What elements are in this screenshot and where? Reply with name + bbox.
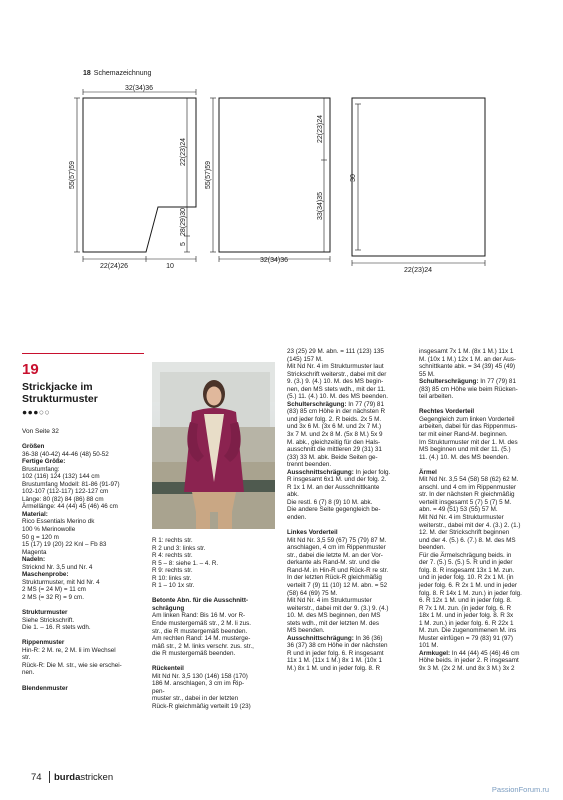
text-line: und in jeder folg. 10. R 2x 1 M. (in xyxy=(419,574,514,582)
text-line: Länge: 80 (82) 84 (86) 88 cm xyxy=(22,495,104,503)
text-line xyxy=(22,677,147,685)
text-line: Hin-R: 2 M. re, 2 M. li im Wechsel xyxy=(22,646,116,654)
text-line: Mit Nd Nr. 3,5 130 (146) 158 (170) xyxy=(152,672,248,680)
text-line xyxy=(419,401,547,409)
text-line: 9. (3.) 9. (4.) 10. M. des MS begin- xyxy=(287,378,384,386)
text-line: Betonte Abn. für die Ausschnitt- xyxy=(152,597,249,605)
text-line: schnittkante abk. = 34 (39) 45 (49) xyxy=(419,363,516,371)
text-line: 36-38 (40-42) 44-46 (48) 50-52 xyxy=(22,450,109,458)
page-number: 74 xyxy=(31,772,42,783)
text-line: 11x 1 M. (11x 1 M.) 8x 1 M. (10x 1 xyxy=(287,657,382,665)
text-line: und jeder folg. 2. R beids. 2x 5 M. xyxy=(287,415,382,423)
text-line: M. abk., gleichzeitig für den Hals- xyxy=(287,438,381,446)
svg-text:18Schemazeichnung xyxy=(83,70,151,77)
text-line: 101 M. xyxy=(419,642,439,650)
text-line: str., die R mustergemäß beenden. xyxy=(152,627,248,635)
watermark: PassionForum.ru xyxy=(491,785,549,794)
text-line: stets wdh., mit der letzten M. des xyxy=(287,619,380,627)
text-line: Magenta xyxy=(22,548,47,556)
text-line: Größen xyxy=(22,443,45,450)
text-line: Mit Nd Nr. 3,5 59 (67) 75 (79) 87 M. xyxy=(287,536,387,544)
text-line: Rechtes Vorderteil xyxy=(419,408,475,416)
text-line: insgesamt 7x 1 M. (8x 1 M.) 11x 1 xyxy=(419,348,514,355)
footer-divider xyxy=(49,771,50,783)
text-line: MS beginnen und mit der 11. (5.) xyxy=(419,446,511,454)
text-line: 23 (25) 29 M. abn. = 111 (123) 135 xyxy=(287,348,384,355)
text-line: Für die Ärmelschrägung beids. in xyxy=(419,551,512,559)
text-line: R 1 – 10 1x str. xyxy=(152,582,195,590)
back-edge: 10 xyxy=(166,263,174,270)
text-line: nen. xyxy=(22,669,35,677)
text-line: Gegengleich zum linken Vorderteil xyxy=(419,415,515,423)
text-line: 102 (116) 124 (132) 144 cm xyxy=(22,473,100,481)
text-line: Strukturmuster xyxy=(22,609,68,617)
front-side: 33(34)35 xyxy=(317,191,324,221)
text-line: 18x 1 M. und in jeder folg. 8. R 3x xyxy=(419,612,514,620)
text-line: (33) 33 M. abk. Beide Seiten ge- xyxy=(287,453,378,461)
text-line: R 7x 1 M. zun. (in jeder folg. 6. R xyxy=(419,604,512,612)
text-line: Linkes Vorderteil xyxy=(287,529,338,537)
text-line: pen- xyxy=(152,687,165,695)
text-line: Ärmel xyxy=(419,468,437,476)
text-line xyxy=(152,590,276,598)
back-side: 28(29)30 xyxy=(180,207,187,237)
text-line: ter mit einer Rand-M. beginnen. xyxy=(419,431,508,439)
text-line: Mit Nd Nr. 3,5 54 (58) 58 (62) 62 M. xyxy=(419,476,519,484)
text-line: enden. xyxy=(287,514,307,522)
text-line: R 5 – 8: siehe 1. – 4. R. xyxy=(152,559,219,567)
text-line: (83) 85 cm Höhe wie beim Rücken- xyxy=(419,385,518,393)
text-line: R 2 und 3: links str. xyxy=(152,544,206,552)
sleeve-length: 30 xyxy=(350,174,357,182)
text-line: arbeiten, dabei für das Rippenmus- xyxy=(419,423,518,431)
text-line: Rück-R gleichmäßig verteilt 19 (23) xyxy=(152,703,251,711)
front-armhole: 22(23)24 xyxy=(317,114,324,144)
text-line: und der 4. (5.) 6. (7.) 8. M. des MS xyxy=(419,536,516,544)
pattern-title: Strickjacke im Strukturmuster xyxy=(22,381,98,405)
text-line: Die 1. – 16. R stets wdh. xyxy=(22,624,91,632)
text-line: Ende mustergemäß str., 2 M. li zus. xyxy=(152,620,252,628)
front-piece-outline xyxy=(219,98,330,252)
text-line: Mit Nd Nr. 4 im Strukturmuster xyxy=(287,597,372,605)
text-line: Schulterschrägung: In 77 (79) 81 xyxy=(419,378,516,386)
text-line: 50 g = 120 m xyxy=(22,533,59,541)
text-line: trennt beenden. xyxy=(287,461,332,469)
text-line: abk. xyxy=(287,491,299,499)
back-top-width: 32(34)36 xyxy=(124,85,154,92)
sleeve-bottom-width: 22(23)24 xyxy=(403,267,433,274)
text-line: Am rechten Rand: 14 M. musterge- xyxy=(152,635,251,643)
column-back-front xyxy=(287,348,412,673)
model-photo xyxy=(152,362,275,529)
text-line xyxy=(22,601,147,609)
text-line: Rippenmuster xyxy=(22,639,65,647)
text-line: folg. 8. R insgesamt 13x 1 M. zun. xyxy=(419,566,515,574)
text-line: Muster einfügen = 79 (83) 91 (97) xyxy=(419,634,513,642)
text-line: R 1: rechts str. xyxy=(152,537,193,544)
text-line: MS beenden. xyxy=(287,627,325,635)
pattern-number: 19 xyxy=(22,361,39,378)
text-line: (145) 157 M. xyxy=(287,355,323,363)
text-line: 9x 3 M. (2x 2 M. und 8x 3 M.) 3x 2 xyxy=(419,664,515,672)
text-line: 102-107 (112-117) 122-127 cm xyxy=(22,488,109,496)
header-rule xyxy=(22,353,144,354)
text-line xyxy=(419,461,547,469)
text-line: nen, den MS stets wdh., mit der 11. xyxy=(287,385,386,393)
text-line: teil arbeiten. xyxy=(419,393,454,401)
text-line xyxy=(152,658,276,666)
back-height: 55(57)59 xyxy=(69,160,76,190)
text-line: Rückenteil xyxy=(152,665,184,673)
text-line: 3x 7 M. und 2x 8 M. (5x 8 M.) 5x 9 xyxy=(287,431,383,439)
text-line: 11. (4.) 10. M. des MS beenden. xyxy=(419,453,509,461)
text-line xyxy=(22,632,147,640)
text-line: Ausschnittschrägung: In jeder folg. xyxy=(287,468,391,476)
text-line: 10. M. des MS beginnen, den MS xyxy=(287,612,381,620)
text-line: Mit Nd Nr. 4 im Strukturmuster laut xyxy=(287,363,384,371)
schema-title: Schemazeichnung xyxy=(93,70,152,77)
text-line: 186 M. anschlagen, 3 cm im Rip- xyxy=(152,680,245,688)
text-line: weiterstr., dabei mit der 4. (3.) 2. (1.) xyxy=(419,521,521,529)
text-line: 36 (37) 38 cm Höhe in der nächsten xyxy=(287,642,388,650)
text-line: 2 MS (= 24 M) = 11 cm xyxy=(22,586,86,594)
text-line: Die andere Seite gegengleich be- xyxy=(287,506,381,514)
text-line: Brustumfang: xyxy=(22,465,60,473)
column-rows xyxy=(152,537,276,711)
text-line: Rico Essentials Merino dk xyxy=(22,518,95,526)
front-bottom-width: 32(34)36 xyxy=(259,257,289,264)
text-line: (58) 64 (69) 75 M. xyxy=(287,589,338,597)
text-line: Brustumfang Modell: 81-86 (91-97) xyxy=(22,480,120,488)
text-line: derkante als Rand-M. str. und die xyxy=(287,559,380,567)
text-line: str., dabei die letzte M. an der Vor- xyxy=(287,551,383,559)
text-line: Die restl. 6 (7) 8 (9) 10 M. abk. xyxy=(287,498,373,506)
text-line: Siehe Strickschrift. xyxy=(22,616,75,624)
text-line: jeder folg. 6. R 2x 1 M. und in jeder xyxy=(419,581,518,589)
text-line: anschl. und 4 cm im Rippenmuster xyxy=(419,483,516,491)
text-line: Nadeln: xyxy=(22,556,46,564)
text-line: der 7. (5.) 5. (5.) 5. R und in jeder xyxy=(419,559,513,567)
text-line: Material: xyxy=(22,510,48,518)
text-line: Rand-M. in Hin-R und Rück-R re str. xyxy=(287,566,389,574)
text-line: 15 (17) 19 (20) 22 Knl – Fb 83 xyxy=(22,541,107,549)
text-line: weiterstr., dabei mit der 9. (3.) 9. (4.) xyxy=(287,604,389,612)
text-line: und 3x 6 M. (3x 6 M. und 2x 7 M.) xyxy=(287,423,382,431)
text-line: Mit Nd Nr. 4 im Strukturmuster xyxy=(419,514,504,522)
text-line: M. (10x 1 M.) 12x 1 M. an der Aus- xyxy=(419,355,516,363)
schema-number: 18 xyxy=(83,70,91,77)
text-line: M.) 8x 1 M. und in jeder folg. 8. R xyxy=(287,664,381,672)
text-line: R 4: rechts str. xyxy=(152,552,193,560)
text-line: Blendenmuster xyxy=(22,684,68,692)
text-line: Maschenprobe: xyxy=(22,571,69,579)
back-bottom-width: 22(24)26 xyxy=(99,263,129,270)
text-line: 2 MS (= 32 R) = 9 cm. xyxy=(22,593,84,601)
from-page: Von Seite 32 xyxy=(22,428,59,435)
text-line: Strickschrift weiterstr., dabei mit der xyxy=(287,370,387,378)
text-line: (5.) 11. (4.) 10. M. des MS beenden. xyxy=(287,393,389,401)
text-line: R 9: rechts str. xyxy=(152,567,193,575)
text-line: M. zun. Die zugenommenen M. ins xyxy=(419,627,517,635)
text-line: abn. = 49 (51) 53 (55) 57 M. xyxy=(419,506,498,514)
difficulty-filled: ●●● xyxy=(22,407,39,417)
text-line: folg. 8. R 14x 1 M. zun.) in jeder folg. xyxy=(419,589,522,597)
difficulty-rating xyxy=(22,407,50,417)
text-line: ausschnitt die mittleren 29 (31) 31 xyxy=(287,446,382,454)
text-line: muster str., dabei in der letzten xyxy=(152,695,239,703)
text-line: 6. R 12x 1 M. und in jeder folg. 8. xyxy=(419,597,512,605)
text-line: str. xyxy=(22,654,31,662)
text-line: Schulterschrägung: In 77 (79) 81 xyxy=(287,400,384,408)
text-line: beenden. xyxy=(419,544,446,552)
text-line: Am linken Rand: Bis 16 M. vor R- xyxy=(152,612,246,620)
text-line: R 10: links str. xyxy=(152,574,192,582)
back-armhole: 22(23)24 xyxy=(180,137,187,167)
text-line: 55 M. xyxy=(419,370,435,378)
text-line: verteilt 7 (9) 11 (10) 12 M. abn. = 52 xyxy=(287,581,388,589)
text-line: Im Strukturmuster mit der 1. M. des xyxy=(419,438,518,446)
text-line: 1 M. zun.) in jeder folg. 6. R 22x 1 xyxy=(419,619,514,627)
text-line: Ausschnittschrägung: In 36 (36) xyxy=(287,634,383,642)
text-line: R 1x 1 M. an der Ausschnittkante xyxy=(287,483,380,491)
text-line: Höhe beids. in jeder 2. R insgesamt xyxy=(419,657,519,665)
text-line: (83) 85 cm Höhe in der nächsten R xyxy=(287,408,386,416)
text-line: Rück-R: Die M. str., wie sie erschei- xyxy=(22,661,122,669)
text-line: 100 % Merinowolle xyxy=(22,526,76,534)
column-materials xyxy=(22,443,147,692)
text-line: Strukturmuster, mit Nd Nr. 4 xyxy=(22,578,100,586)
text-line: verteilt insgesamt 5 (7) 5 (7) 5 M. xyxy=(419,498,512,506)
schema-drawing xyxy=(0,0,563,340)
sleeve-piece-outline xyxy=(352,98,485,256)
column-sleeve xyxy=(419,348,547,673)
text-line: Fertige Größe: xyxy=(22,458,66,466)
text-line: Armkugel: In 44 (44) 45 (46) 46 cm xyxy=(419,649,520,657)
text-line: R und in jeder folg. 6. R insgesamt xyxy=(287,649,384,657)
text-line: R insgesamt 6x1 M. und der folg. 2. xyxy=(287,476,387,484)
text-line: anschlagen, 4 cm im Rippenmuster xyxy=(287,544,386,552)
text-line: Stricknd Nr. 3,5 und Nr. 4 xyxy=(22,563,93,571)
text-line: mäß str., 2 M. links verschr. zus. str., xyxy=(152,642,254,650)
text-line: str. In der nächsten R gleichmäßig xyxy=(419,491,515,499)
text-line: Ärmellänge: 44 (44) 45 (46) 46 cm xyxy=(22,503,118,511)
back-rib: 5 xyxy=(180,242,187,246)
text-line: 12. M. der Strickschrift beginnen xyxy=(419,529,510,537)
text-line: die R mustergemäß beenden. xyxy=(152,650,236,658)
text-line xyxy=(287,522,412,530)
brand-logo: burdastricken xyxy=(54,772,114,783)
front-height: 55(57)59 xyxy=(205,160,212,190)
text-line: schrägung xyxy=(152,604,185,612)
difficulty-empty: ○○ xyxy=(38,407,51,417)
text-line: In der letzten Rück-R gleichmäßig xyxy=(287,574,382,582)
